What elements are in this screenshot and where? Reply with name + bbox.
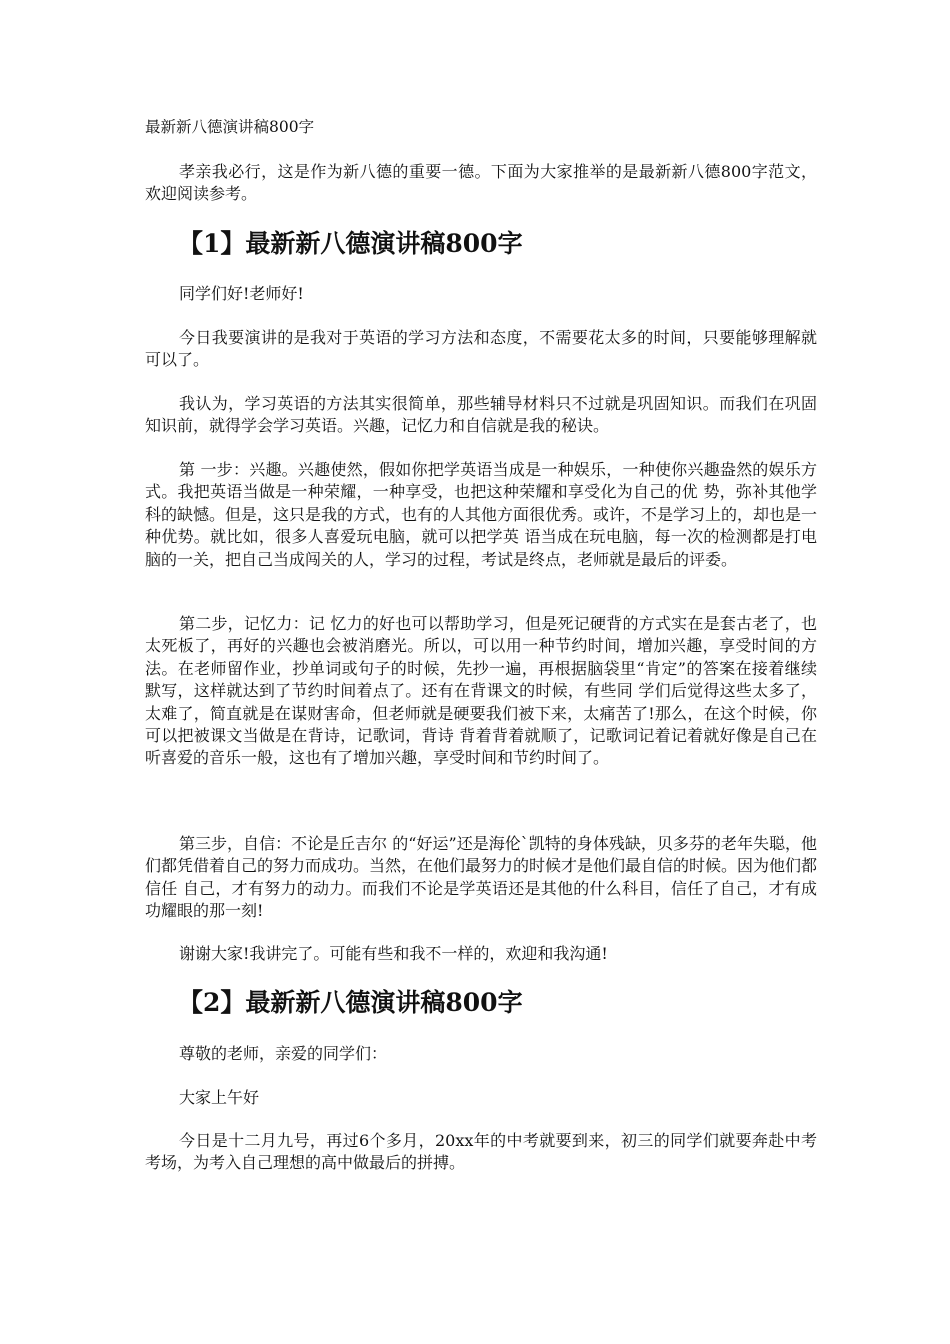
section-1-paragraph-2: 今日我要演讲的是我对于英语的学习方法和态度，不需要花太多的时间，只要能够理解就可以了。 xyxy=(145,328,817,370)
section-1-paragraph-5: 第二步，记忆力：记 忆力的好也可以帮助学习，但是死记硬背的方式实在是套古老了，也太死板了，再好的兴趣也会被消磨光。所以，可以用一种节约时间，增加兴趣，享受时间的方 法。在老师留作业，抄单词或句子的时候，先抄一遍，再根据脑袋里“肯定”的答案在接着继续默写，这样就达到了节约时间着点了。还有在背课文的时候，有些同 学们后觉得这些太多了，太难了，简直就是在谋财害命，但老师就是硬要我们被下来，太痛苦了!那么，在这个时候，你可以把被课文当做是在背诗，记歌词，背诗 背着背着就顺了，记歌词记着记着就好像是自己在听喜爱的音乐一般，这也有了增加兴趣，享受时间和节约时间了。 xyxy=(145,614,817,768)
section-2-paragraph-1: 尊敬的老师，亲爱的同学们： xyxy=(179,1044,388,1063)
section-2-heading: 【2】最新新八德演讲稿800字 xyxy=(178,988,523,1017)
section-1-paragraph-4: 第 一步：兴趣。兴趣使然，假如你把学英语当成是一种娱乐，一种使你兴趣盎然的娱乐方式。我把英语当做是一种荣耀，一种享受，也把这种荣耀和享受化为自己的优 势，弥补其他学科的缺憾。但是，这只是我的方式，也有的人其他方面很优秀。或许，不是学习上的，却也是一种优势。就比如，很多人喜爱玩电脑，就可以把学英 语当成在玩电脑，每一次的检测都是打电脑的一关，把自己当成闯关的人，学习的过程，考试是终点，老师就是最后的评委。 xyxy=(145,460,818,569)
intro-paragraph: 孝亲我必行，这是作为新八德的重要一德。下面为大家推举的是最新新八德800字范文，欢迎阅读参考。 xyxy=(145,162,817,204)
section-1-paragraph-6: 第三步，自信：不论是丘吉尔 的“好运”还是海伦`凯特的身体残缺，贝多芬的老年失聪，他们都凭借着自己的努力而成功。当然，在他们最努力的时候才是他们最自信的时候。因为他们都信任 自己，才有努力的动力。而我们不论是学英语还是其他的什么科目，信任了自己，才有成功耀眼的那一刻! xyxy=(145,834,818,921)
section-2-paragraph-3: 今日是十二月九号，再过6个多月，20xx年的中考就要到来，初三的同学们就要奔赴中考考场，为考入自己理想的高中做最后的拼搏。 xyxy=(145,1131,817,1173)
section-1-heading: 【1】最新新八德演讲稿800字 xyxy=(178,229,523,258)
section-1-paragraph-7: 谢谢大家!我讲完了。可能有些和我不一样的，欢迎和我沟通! xyxy=(179,944,608,963)
document-title: 最新新八德演讲稿800字 xyxy=(145,118,315,136)
section-2-paragraph-2: 大家上午好 xyxy=(179,1088,260,1107)
section-1-paragraph-3: 我认为，学习英语的方法其实很简单，那些辅导材料只不过就是巩固知识。而我们在巩固知识前，就得学会学习英语。兴趣，记忆力和自信就是我的秘诀。 xyxy=(145,394,817,436)
section-1-paragraph-1: 同学们好!老师好! xyxy=(179,284,304,303)
